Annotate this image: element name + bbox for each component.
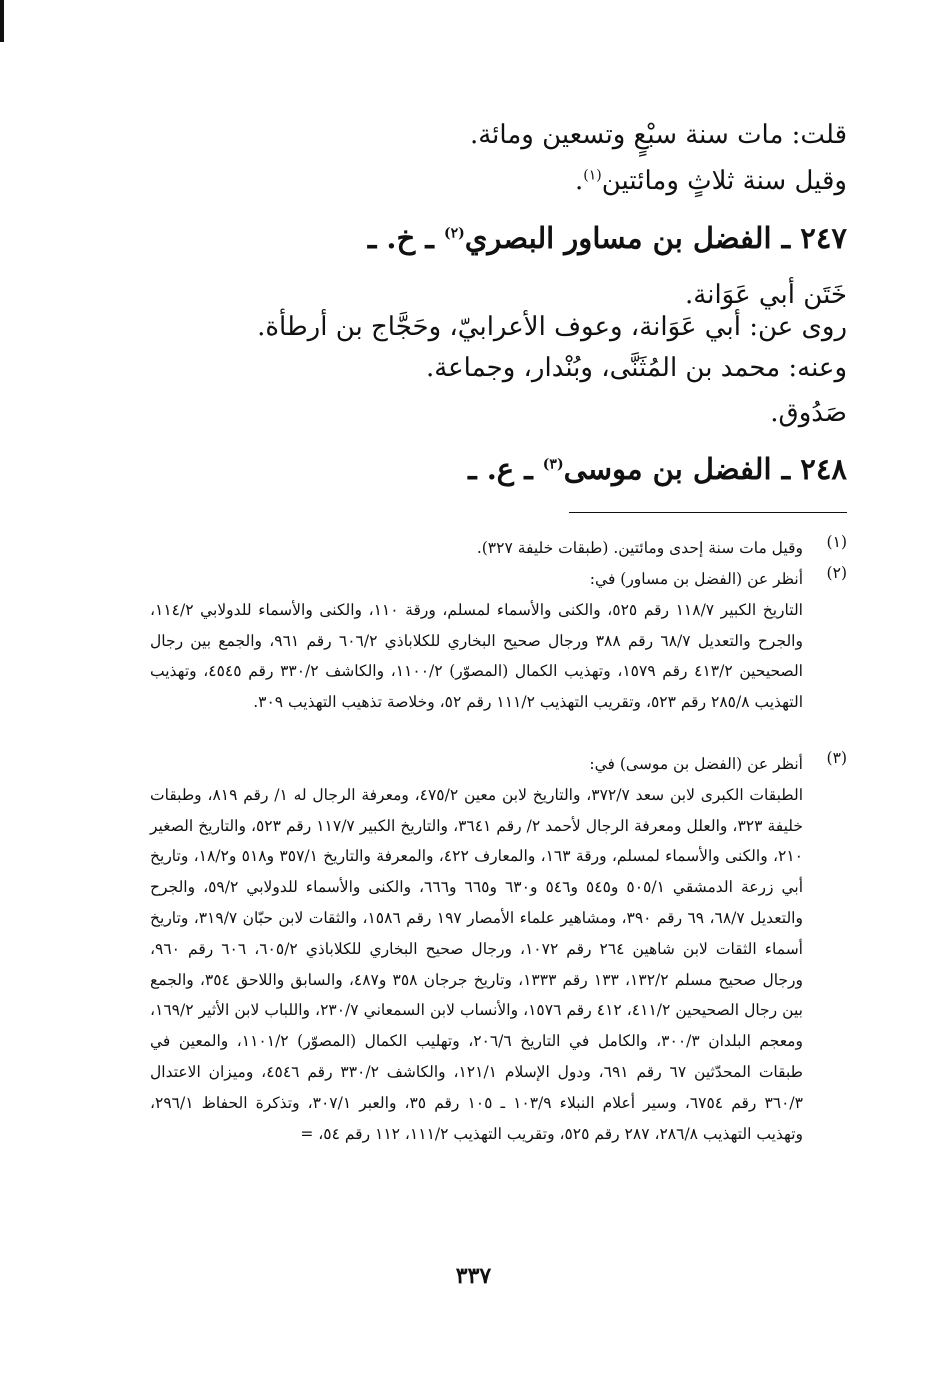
footnote-sources: الطبقات الكبرى لابن سعد ٣٧٢/٧، والتاريخ لابن معين ٤٧٥/٢، ومعرفة الرجال له ١/ رقم ٨١٩، وطبقات خليفة ٣٢٣، والعلل ومعرفة الرجال لأحمد ٢/ رقم ٣٦٤١، والتاريخ الكبير ١١٧/٧ رقم ٥٢٣، والتاريخ الصغير ٢١٠، والكنى والأسماء لمسلم، ورقة ١٦٣، والمعارف ٤٢٢، والمعرفة والتاريخ ٣٥٧/١ و٥١٨ و١٨/٢، وتاريخ أبي زرعة الدمشقي ٥٠٥/١ و٥٤٥ و٥٤٦ و٦٣٠ و٦٦٥ و٦٦٦، والكنى والأسماء للدولابي ٥٩/٢، والجرح والتعديل ٦٨/٧، ٦٩ رقم ٣٩٠، ومشاهير علماء الأمصار ١٩٧ رقم ١٥٨٦، والثقات لابن حبّان ٣١٩/٧، وتاريخ أسماء الثقات لابن شاهين ٢٦٤ رقم ١٠٧٢، ورجال صحيح البخاري للكلاباذي ٦٠٥/٢، ٦٠٦ رقم ٩٦٠، ورجال صحيح مسلم ١٣٢/٢، ١٣٣ رقم ١٣٣٣، وتاريخ جرجان ٣٥٨ و٤٨٧، والسابق واللاحق ٣٥٤، والجمع بين رجال الصحيحين ٤١١/٢، ٤١٢ رقم ١٥٧٦، والأنساب لابن السمعاني ٢٣٠/٧، واللباب لابن الأثير ١٦٩/٢، ومعجم البلدان ٣٠٠/٣، والكامل في التاريخ ٢٠٦/٦، وتهليب الكمال (المصوّر) ١١٠١/٢، والمعين في طبقات المحدّثين ٦٧ رقم ٦٩١، ودول الإسلام ١٢١/١، والكاشف ٣٣٠/٢ رقم ٤٥٤٦، وميزان الاعتدال ٣٦٠/٣ رقم ٦٧٥٤، وسير أعلام النبلاء ١٠٣/٩ ـ ١٠٥ رقم ٣٥، والعبر ٣٠٧/١، وتذكرة الحفاظ ٢٩٦/١، وتهذيب التهذيب ٢٨٦/٨، ٢٨٧ رقم ٥٢٥، وتقريب التهذيب ١١١/٢، ١١٢ رقم ٥٤، =: [150, 785, 804, 1143]
main-line-7: صَدُوق.: [770, 398, 847, 428]
scan-edge-mark: [0, 0, 4, 42]
entry-247-heading: ٢٤٧ ـ الفضل بن مساور البصري$^{(٢)}$ ـ خ. ـ: [367, 221, 847, 255]
footnote-2: [150, 564, 847, 718]
footnote-ref-3[interactable]: (٣): [542, 456, 564, 473]
footnote-intro: أنظر عن (الفضل بن مساور) في:: [589, 570, 803, 588]
footnote-1: [150, 533, 847, 564]
footnote-intro: أنظر عن (الفضل بن موسى) في:: [589, 755, 803, 773]
footnote-separator: [569, 512, 847, 513]
footnote-text: وقيل مات سنة إحدى ومائتين. (طبقات خليفة ٣٢٧).: [476, 539, 803, 557]
main-line-1: قلت: مات سنة سبْعٍ وتسعين ومائة.: [469, 120, 847, 150]
main-line-6: وعنه: محمد بن المُثَنَّى، وبُنْدار، وجماعة.: [425, 353, 847, 383]
main-line-4: خَتَن أبي عَوَانة.: [685, 280, 847, 310]
main-line-2: وقيل سنة ثلاثٍ ومائتين$^{(١)}$.: [575, 166, 847, 196]
footnote-number: (٣): [826, 749, 847, 767]
footnote-ref-2[interactable]: (٢): [443, 225, 465, 242]
main-line-5: روى عن: أبي عَوَانة، وعوف الأعرابيّ، وحَجَّاج بن أرطأة.: [257, 312, 847, 342]
footnote-3: [150, 749, 847, 1149]
footnote-ref-1[interactable]: (١): [583, 167, 602, 184]
entry-248-heading: ٢٤٨ ـ الفضل بن موسى$^{(٣)}$ ـ ع. ـ: [468, 452, 847, 486]
footnote-number: (٢): [826, 564, 847, 582]
footnote-sources: التاريخ الكبير ١١٨/٧ رقم ٥٢٥، والكنى والأسماء لمسلم، ورقة ١١٠، والكنى والأسماء للدولابي ١١٤/٢، والجرح والتعديل ٦٨/٧ رقم ٣٨٨ ورجال صحيح البخاري للكلاباذي ٦٠٦/٢ رقم ٩٦١، والجمع بين رجال الصحيحين ٤١٣/٢ رقم ١٥٧٩، وتهذيب الكمال (المصوّر) ١١٠٠/٢، والكاشف ٣٣٠/٢ رقم ٤٥٤٥، وتهذيب التهذيب ٢٨٥/٨ رقم ٥٢٣، وتقريب التهذيب ١١١/٢ رقم ٥٢، وخلاصة تذهيب التهذيب ٣٠٩.: [150, 600, 803, 712]
page-number: ٣٣٧: [455, 1263, 492, 1289]
footnote-number: (١): [826, 533, 847, 551]
